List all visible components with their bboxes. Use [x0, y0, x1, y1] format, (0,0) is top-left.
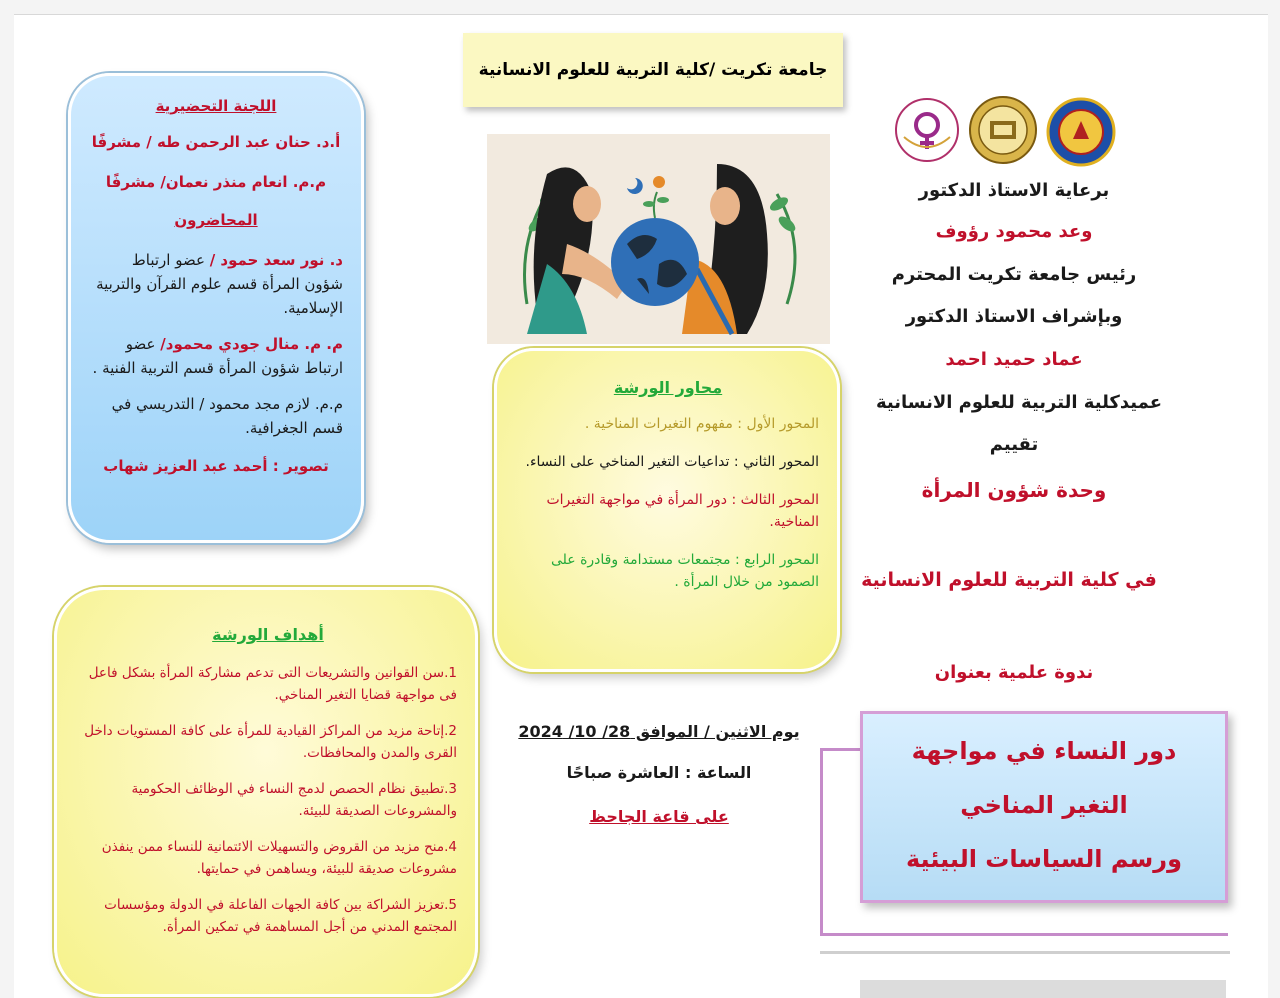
college-place: في كلية التربية للعلوم الانسانية — [861, 569, 1157, 591]
axis3: المحور الثالث : دور المرأة في مواجهة التغيرات المناخية. — [546, 492, 819, 530]
axis4: المحور الرابع : مجتمعات مستدامة وقادرة على الصمود من خلال المرأة . — [550, 552, 819, 590]
prep-committee-heading: اللجنة التحضيرية — [155, 97, 277, 115]
poster-page — [14, 14, 1268, 998]
frame-line-top — [820, 748, 860, 751]
axes-heading: محاور الورشة — [613, 378, 723, 397]
lecturer2 — [89, 332, 343, 380]
goal-item-5: 5.تعزيز الشراكة بين كافة الجهات الفاعلة في الدولة ومؤسسات المجتمع المدني من أجل المساهمة في تمكين المرأة. — [104, 897, 457, 935]
university-seal-icon — [1046, 97, 1116, 167]
goals-card — [54, 587, 478, 997]
event-date: يوم الاثنين / الموافق 28/ 10/ 2024 — [518, 722, 800, 741]
logos-row — [894, 95, 1119, 167]
patronage-line4: عميدكلية التربية للعلوم الانسانية — [875, 392, 1162, 413]
lecturer2-role: عضو ارتباط شؤون المرأة قسم التربية الفنية . — [92, 335, 343, 377]
photography-credit: تصوير : أحمد عبد العزيز شهاب — [103, 457, 329, 475]
supervisor2: م.م. انعام منذر نعمان/ مشرفًا — [105, 173, 327, 191]
patronage-line2: رئيس جامعة تكريت المحترم — [891, 264, 1137, 285]
patronage-line3: وبإشراف الاستاذ الدكتور — [905, 306, 1123, 327]
grey-bar — [860, 980, 1226, 998]
symposium-intro: ندوة علمية بعنوان — [934, 662, 1094, 683]
divider-line — [820, 951, 1230, 954]
committee-card — [68, 73, 364, 543]
climate-illustration — [487, 134, 830, 344]
event-venue: على قاعة الجاحظ — [589, 807, 729, 826]
lecturer2-name: م. م. منال جودي محمود/ — [160, 335, 343, 353]
patronage-line5: تقييم — [989, 434, 1039, 455]
goal-item-3: 3.تطبيق نظام الحصص لدمج النساء في الوظائف الحكومية والمشروعات الصديقة للبيئة. — [131, 781, 457, 819]
symposium-title-line3: ورسم السياسات البيئية — [905, 845, 1183, 873]
goal-item-1: 1.سن القوانين والتشريعات التى تدعم مشاركة المرأة بشكل فاعل فى مواجهة قضايا التغير المناخي. — [88, 665, 457, 703]
symposium-title-line2: التغير المناخي — [960, 791, 1128, 819]
axes-card — [494, 348, 840, 672]
symposium-title-box — [860, 711, 1228, 903]
axis2: المحور الثاني : تداعيات التغير المناخي على النساء. — [525, 454, 819, 470]
axis1: المحور الأول : مفهوم التغيرات المناخية . — [584, 416, 819, 432]
lecturer1 — [89, 248, 343, 320]
patronage-line1: برعاية الاستاذ الدكتور — [918, 180, 1110, 201]
lecturer1-name: د. نور سعد حمود / — [209, 251, 343, 269]
women-affairs-logo-icon — [894, 97, 960, 163]
symposium-title-line1: دور النساء في مواجهة — [911, 737, 1177, 765]
women-holding-earth-icon — [487, 134, 830, 344]
lecturers-heading: المحاضرون — [174, 211, 258, 229]
college-emblem-icon — [968, 95, 1038, 165]
supervisor1: أ.د. حنان عبد الرحمن طه / مشرفًا — [91, 133, 341, 151]
president-name: وعد محمود رؤوف — [935, 221, 1093, 242]
dean-name: عماد حميد احمد — [945, 349, 1083, 370]
goal-item-4: 4.منح مزيد من القروض والتسهيلات الائتمانية للنساء ممن ينفذن مشروعات صديقة للبيئة، ويساهمن في حمايتها. — [101, 839, 457, 877]
university-title: جامعة تكريت /كلية التربية للعلوم الانسانية — [478, 60, 828, 80]
frame-line-bottom — [820, 933, 1228, 936]
event-time: الساعة : العاشرة صباحًا — [566, 763, 752, 782]
goals-heading: أهداف الورشة — [212, 625, 324, 644]
lecturer1-role: عضو ارتباط شؤون المرأة قسم علوم القرآن والتربية الإسلامية. — [96, 251, 343, 317]
unit-name: وحدة شؤون المرأة — [921, 478, 1107, 502]
lecturer3: م.م. لازم مجد محمود / التدريسي في قسم الجغرافية. — [111, 395, 343, 437]
goal-item-2: 2.إتاحة مزيد من المراكز القيادية للمرأة على كافة المستويات داخل القرى والمدن والمحافظات. — [84, 723, 457, 761]
university-banner — [463, 33, 843, 107]
